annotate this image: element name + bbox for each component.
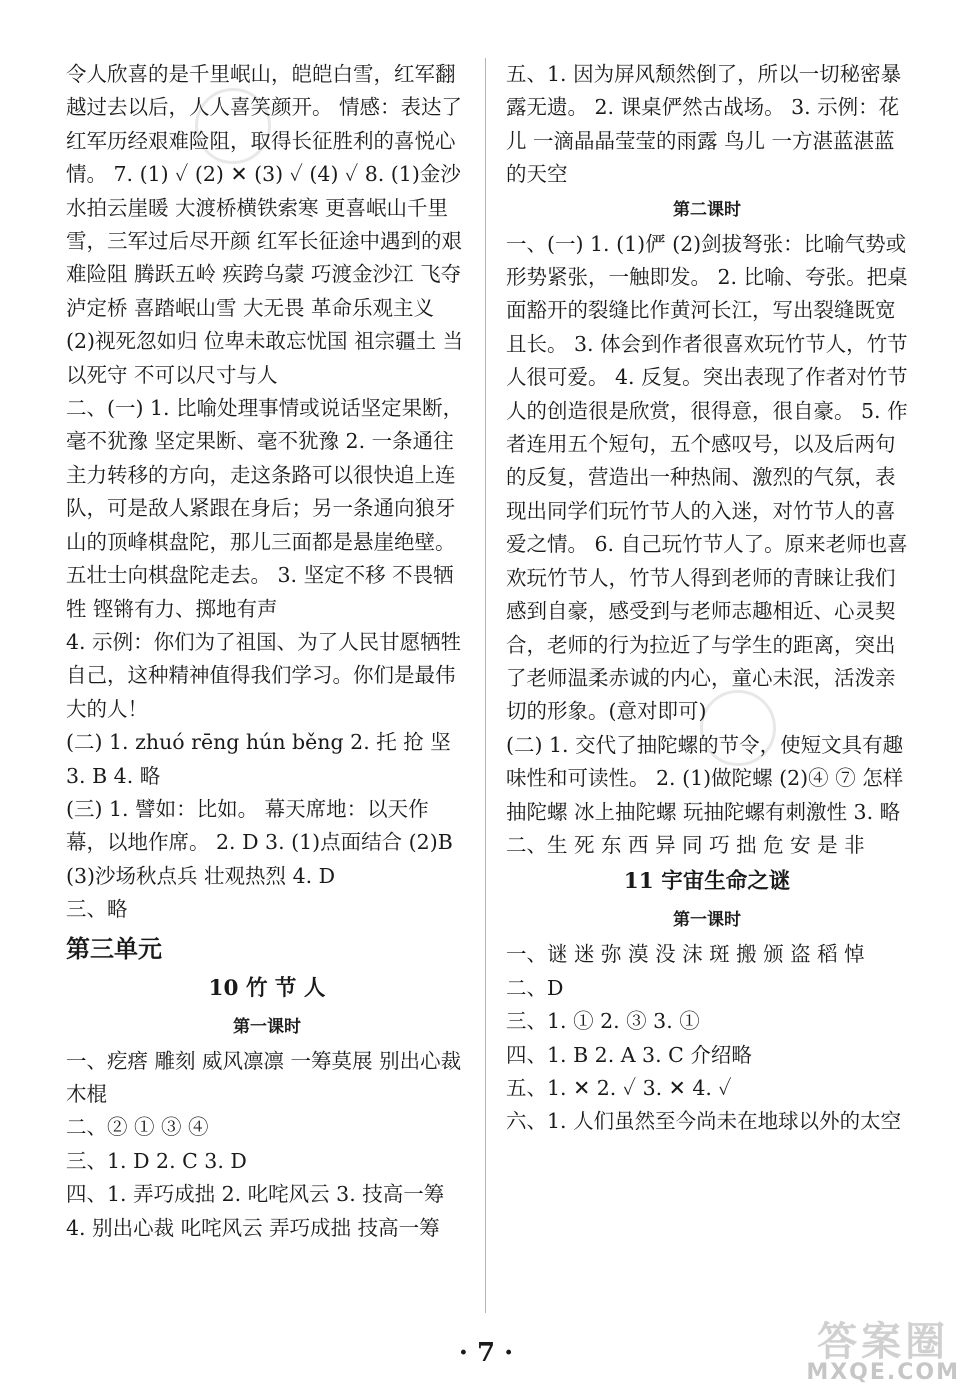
watermark-text: 答案圈 — [817, 1319, 950, 1365]
column-divider — [485, 58, 486, 1313]
period-title: 第一课时 — [233, 1016, 301, 1037]
answer-block: 一、(一) 1. (1)俨 (2)剑拔弩张：比喻气势或形势紧张，一触即发。 2. 比喻、夸张。把桌面豁开的裂缝比作黄河长江，写出裂缝既宽且长。 3. 体会到作者很喜欢玩竹节人，竹节人很可爱。 4. 反复。突出表现了作者对竹节人的创造很是欣赏，很得意，很自豪。 5. 作者连用五个短句，五个感叹号，以及后两句的反复，营造出一种热闹、激烈的气氛，表现出同学们玩竹节人的入迷，对竹节人的喜爱之情。 6. 自己玩竹节人了。原来老师也喜欢玩竹节人，竹节人得到老师的青睐让我们感到自豪，感受到与老师志趣相近、心灵契合，老师的行为拉近了与学生的距离，突出了老师温柔赤诚的内心，童心未泯，活泼亲切的形象。(意对即可) — [506, 231, 908, 724]
answer-block: 三、1. ① 2. ③ 3. ① — [506, 1009, 700, 1034]
answer-block: 六、1. 人们虽然至今尚未在地球以外的太空 — [506, 1109, 902, 1134]
answer-block: 二、(一) 1. 比喻处理事情或说话坚定果断，毫不犹豫 坚定果断、毫不犹豫 2. 一条通往主力转移的方向，走这条路可以很快追上连队，可是敌人紧跟在身后；另一条通向狼牙山的顶峰棋盘陀，那儿三面都是悬崖绝壁。 五壮士向棋盘陀走去。 3. 坚定不移 不畏牺牲 铿锵有力、掷地有声 — [66, 396, 464, 621]
answer-block: 五、1. ✕ 2. ✓ 3. ✕ 4. ✓ — [506, 1075, 732, 1100]
answer-block: 四、1. B 2. A 3. C 介绍略 — [506, 1042, 752, 1067]
answer-block: (二) 1. 交代了抽陀螺的节令，使短文具有趣味性和可读性。 2. (1)做陀螺 (2)④ ⑦ 怎样抽陀螺 冰上抽陀螺 玩抽陀螺有刺激性 3. 略 — [506, 732, 904, 824]
period-title: 第二课时 — [673, 199, 741, 220]
lesson-title: 11 宇宙生命之谜 — [623, 869, 791, 895]
unit-title: 第三单元 — [66, 934, 162, 963]
period-title: 第一课时 — [673, 910, 741, 931]
answer-block: (三) 1. 譬如：比如。 幕天席地：以天作幕，以地作席。 2. D 3. (1)点面结合 (2)B (3)沙场秋点兵 壮观热烈 4. D — [66, 796, 453, 888]
answer-block: 4. 示例：你们为了祖国、为了人民甘愿牺牲自己，这种精神值得我们学习。你们是最伟大的人！ — [66, 629, 462, 721]
answer-block: 一、谜 迷 弥 漠 没 沫 斑 搬 颁 盗 稻 悼 — [506, 942, 865, 967]
answer-block: 三、略 — [66, 897, 128, 922]
answer-block: 五、1. 因为屏风颓然倒了，所以一切秘密暴露无遗。 2. 课桌俨然古战场。 3. 示例：花儿 一滴晶晶莹莹的雨露 鸟儿 一方湛蓝湛蓝的天空 — [506, 62, 902, 187]
answer-block: 二、生 死 东 西 异 同 巧 拙 危 安 是 非 — [506, 832, 865, 857]
answer-block: 四、1. 弄巧成拙 2. 叱咤风云 3. 技高一筹 4. 别出心裁 叱咤风云 弄巧成拙 技高一筹 — [66, 1182, 445, 1240]
watermark-url: MXQE.COM — [806, 1360, 960, 1385]
answer-block: 令人欣喜的是千里岷山，皑皑白雪，红军翻越过去以后，人人喜笑颜开。 情感：表达了红军历经艰难险阻，取得长征胜利的喜悦心情。 7. (1) ✓ (2) ✕ (3) ✓ (4) ✓ 8. (1)金沙水拍云崖暖 大渡桥横铁索寒 更喜岷山千里雪，三军过后尽开颜 红军长征途中遇到的艰难险阻 腾跃五岭 疾跨乌蒙 巧渡金沙江 飞夺泸定桥 喜踏岷山雪 大无畏 革命乐观主义 (2)视死忽如归 位卑未敢忘忧国 祖宗疆土 当以死守 不可以尺寸与人 — [66, 62, 464, 387]
answer-block: 一、疙瘩 雕刻 威风凛凛 一筹莫展 别出心裁 木棍 — [66, 1048, 462, 1106]
watermark-logo — [806, 1319, 960, 1385]
answer-block: 三、1. D 2. C 3. D — [66, 1148, 247, 1173]
answer-block: (二) 1. zhuó rēng hún běng 2. 托 抢 坚 3. B 4. 略 — [66, 730, 451, 788]
page-number: · 7 · — [458, 1338, 514, 1368]
left-column — [66, 58, 468, 1245]
right-column — [506, 58, 908, 1139]
answer-block: 二、D — [506, 975, 564, 1000]
answer-block: 二、② ① ③ ④ — [66, 1115, 209, 1140]
lesson-title: 10 竹 节 人 — [208, 975, 326, 1001]
